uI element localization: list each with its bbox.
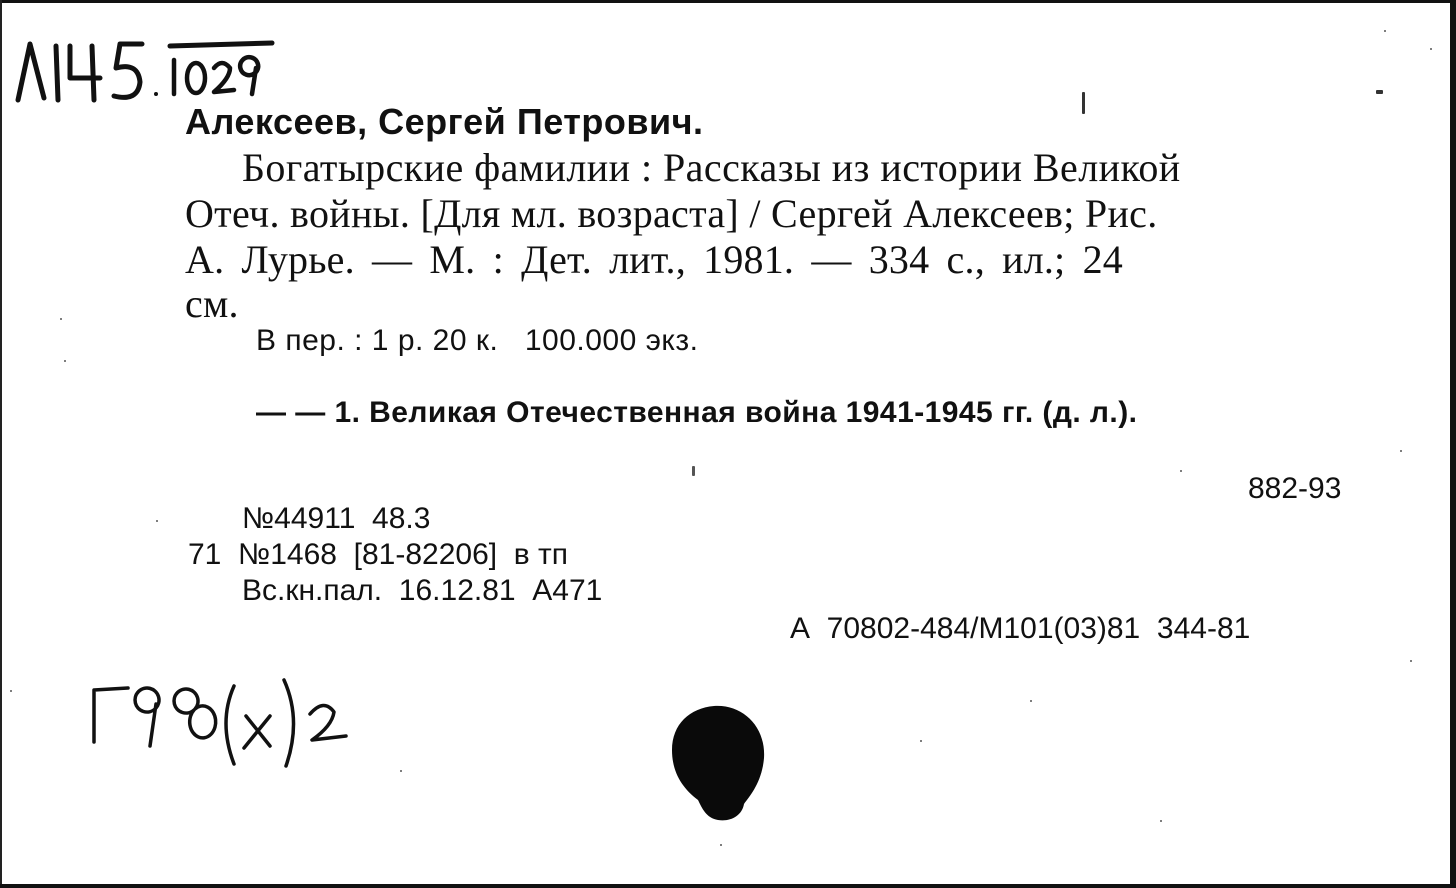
handwritten-accession-number	[160, 38, 280, 100]
scan-speck	[156, 520, 158, 522]
card-border-bottom	[0, 884, 1456, 888]
card-border-top	[0, 0, 1456, 3]
scan-speck	[1400, 450, 1402, 452]
scan-speck	[692, 466, 695, 476]
description-line: см.	[185, 281, 239, 326]
author-heading: Алексеев, Сергей Петрович.	[185, 101, 704, 142]
classification-code: А 70802-484/М101(03)81 344-81	[790, 612, 1251, 645]
subject-heading-line: — — 1. Великая Отечественная война 1941-1945 гг. (д. л.).	[256, 396, 1138, 429]
scan-speck	[920, 740, 922, 742]
scan-speck	[60, 318, 62, 320]
imprint-line: Вс.кн.пал. 16.12.81 А471	[242, 574, 603, 607]
scan-speck	[1376, 90, 1383, 94]
scan-speck	[1180, 470, 1182, 472]
description-line: Богатырские фамилии : Рассказы из истории Великой	[242, 145, 1181, 190]
imprint-line: №44911 48.3	[242, 502, 431, 535]
scan-speck	[1030, 700, 1032, 702]
scan-speck	[1082, 92, 1085, 114]
scan-speck	[64, 360, 66, 362]
card-border-right	[1450, 0, 1456, 888]
description-line: А. Лурье. — М. : Дет. лит., 1981. — 334 с., ил.; 24	[185, 237, 1123, 282]
imprint-line: 71 №1468 [81-82206] в тп	[188, 538, 569, 571]
scan-speck	[10, 690, 12, 692]
udc-code: 882-93	[1248, 472, 1342, 505]
punch-hole	[664, 700, 774, 830]
scan-speck	[1160, 820, 1162, 822]
scan-speck	[1384, 30, 1386, 32]
handwritten-shelf-mark	[14, 38, 174, 108]
description-line: Отеч. войны. [Для мл. возраста] / Сергей Алексеев; Рис.	[185, 191, 1158, 236]
scan-speck	[1430, 48, 1432, 50]
price-line: В пер. : 1 р. 20 к. 100.000 экз.	[256, 324, 699, 357]
scan-speck	[1410, 660, 1412, 662]
scan-speck	[400, 770, 402, 772]
card-border-left	[0, 0, 2, 888]
handwritten-classification-mark	[84, 674, 364, 774]
scan-speck	[720, 844, 722, 846]
